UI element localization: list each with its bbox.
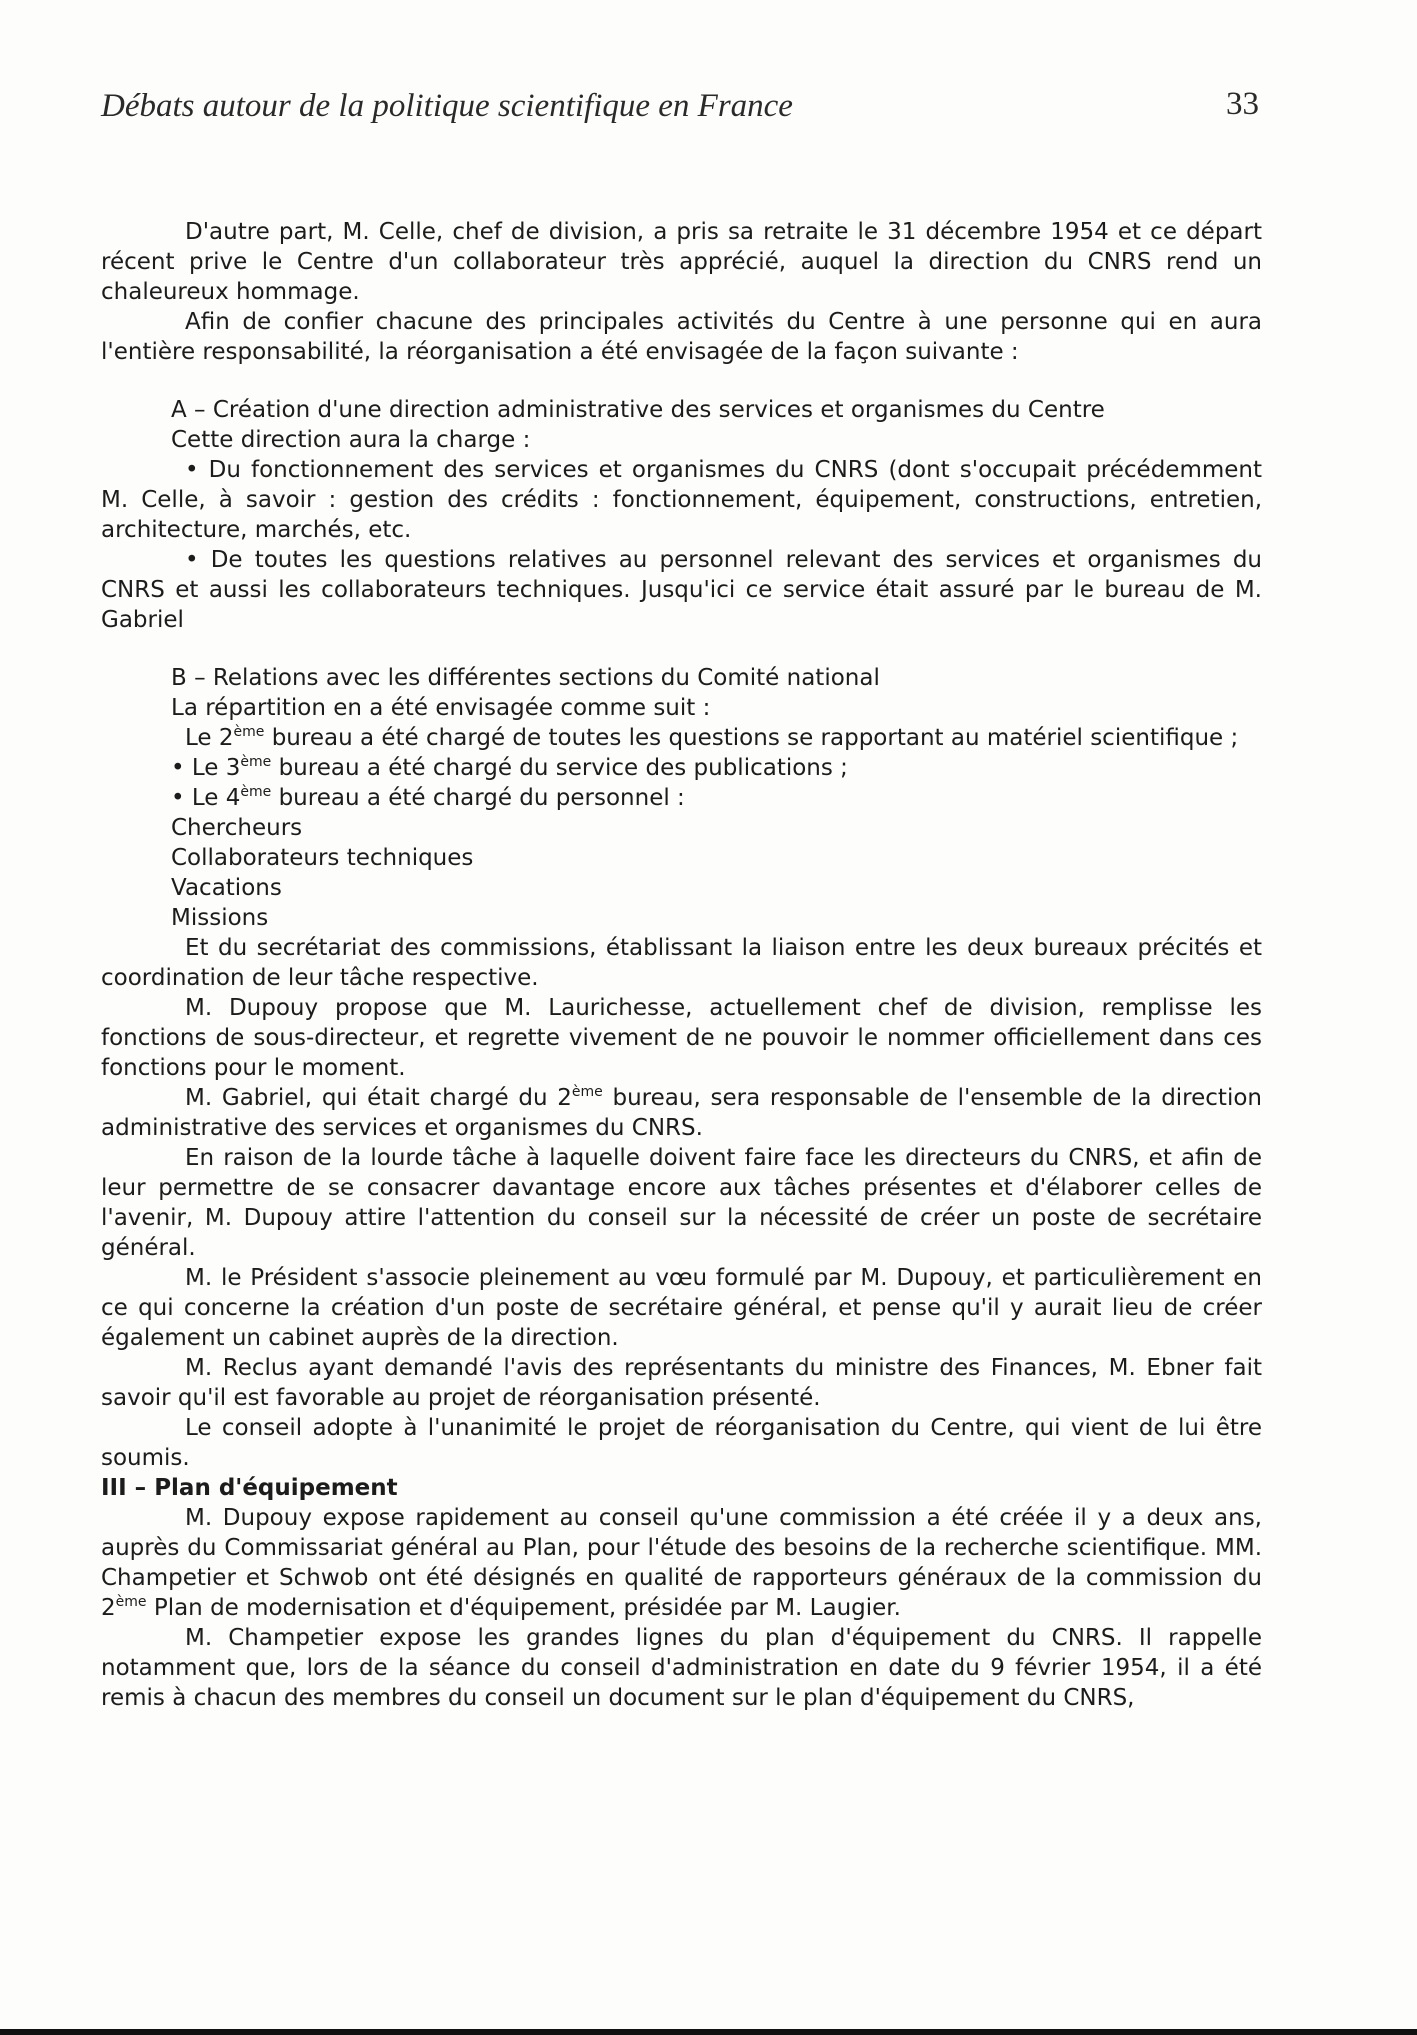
paragraph-reorganisation: Afin de confier chacune des principales activités du Centre à une personne qui en aura l'entière responsabilité, la réorganisation a été envisagée de la façon suivante : (101, 309, 1262, 365)
list-item-fonctionnement: • Du fonctionnement des services et organismes du CNRS (dont s'occupait précédemment M. Celle, à savoir : gestion des crédits : fonctionnement, équipement, constructions, entretien, architecture, marchés, etc. (101, 457, 1262, 543)
paragraph-celle-retraite: D'autre part, M. Celle, chef de division, a pris sa retraite le 31 décembre 1954 et ce départ récent prive le Centre d'un collaborateur très apprécié, auquel la direction du CNRS rend un chaleureux hommage. (101, 219, 1262, 305)
section-heading: III – Plan d'équipement (101, 1475, 398, 1501)
list-item-bureau-2: Le 2ème bureau a été chargé de toutes les questions se rapportant au matériel scientifique ; (185, 724, 1239, 751)
scan-border (0, 2029, 1417, 2035)
page-body (101, 217, 1262, 1713)
paragraph-dupouy-laurichesse: M. Dupouy propose que M. Laurichesse, actuellement chef de division, remplisse les fonctions de sous-directeur, et regrette vivement de ne pouvoir le nommer officiellement dans ces fonctions pour le moment. (101, 995, 1262, 1081)
paragraph-conseil-adopte: Le conseil adopte à l'unanimité le projet de réorganisation du Centre, qui vient de lui être soumis. (101, 1415, 1262, 1471)
list-item-bureau-4: • Le 4ème bureau a été chargé du personnel : (171, 784, 685, 811)
list-item-vacations: Vacations (171, 875, 282, 901)
list-item-missions: Missions (171, 905, 269, 931)
paragraph-champetier: M. Champetier expose les grandes lignes du plan d'équipement du CNRS. Il rappelle notamment que, lors de la séance du conseil d'administration en date du 9 février 1954, il a été remis à chacun des membres du conseil un document sur le plan d'équipement du CNRS, (101, 1625, 1262, 1711)
paragraph-president: M. le Président s'associe pleinement au vœu formulé par M. Dupouy, et particulièrement en ce qui concerne la création d'un poste de secrétaire général, et pense qu'il y aurait lieu de créer également un cabinet auprès de la direction. (101, 1265, 1262, 1351)
paragraph-gabriel: M. Gabriel, qui était chargé du 2ème bureau, sera responsable de l'ensemble de la direction administrative des services et organismes du CNRS. (101, 1084, 1262, 1141)
paragraph-commission-plan: M. Dupouy expose rapidement au conseil qu'une commission a été créée il y a deux ans, auprès du Commissariat général au Plan, pour l'étude des besoins de la recherche scientifique. MM. Champetier et Schwob ont été désignés en qualité de rapporteurs généraux de la commission du 2ème Plan de modernisation et d'équipement, présidée par M. Laugier. (101, 1505, 1262, 1621)
list-item-chercheurs: Chercheurs (171, 815, 303, 841)
subsection-b-intro: La répartition en a été envisagée comme suit : (171, 695, 711, 721)
list-item-collaborateurs: Collaborateurs techniques (171, 845, 474, 871)
list-item-bureau-3: • Le 3ème bureau a été chargé du service des publications ; (171, 754, 848, 781)
running-title: Débats autour de la politique scientifique en France (101, 88, 793, 124)
subsection-b-title: B – Relations avec les différentes sections du Comité national (171, 665, 880, 691)
paragraph-reclus: M. Reclus ayant demandé l'avis des représentants du ministre des Finances, M. Ebner fait savoir qu'il est favorable au projet de réorganisation présenté. (101, 1355, 1262, 1411)
paragraph-secretaire-general: En raison de la lourde tâche à laquelle doivent faire face les directeurs du CNRS, et afin de leur permettre de se consacrer davantage encore aux tâches présentes et d'élaborer celles de l'avenir, M. Dupouy attire l'attention du conseil sur la nécessité de créer un poste de secrétaire général. (101, 1145, 1262, 1261)
subsection-a-title: A – Création d'une direction administrative des services et organismes du Centre (171, 397, 1105, 423)
subsection-a-intro: Cette direction aura la charge : (171, 427, 531, 453)
page-number: 33 (1226, 86, 1259, 122)
list-item-personnel: • De toutes les questions relatives au personnel relevant des services et organismes du CNRS et aussi les collaborateurs techniques. Jusqu'ici ce service était assuré par le bureau de M. Gabriel (101, 547, 1262, 633)
paragraph-secretariat: Et du secrétariat des commissions, établissant la liaison entre les deux bureaux précités et coordination de leur tâche respective. (101, 935, 1262, 991)
